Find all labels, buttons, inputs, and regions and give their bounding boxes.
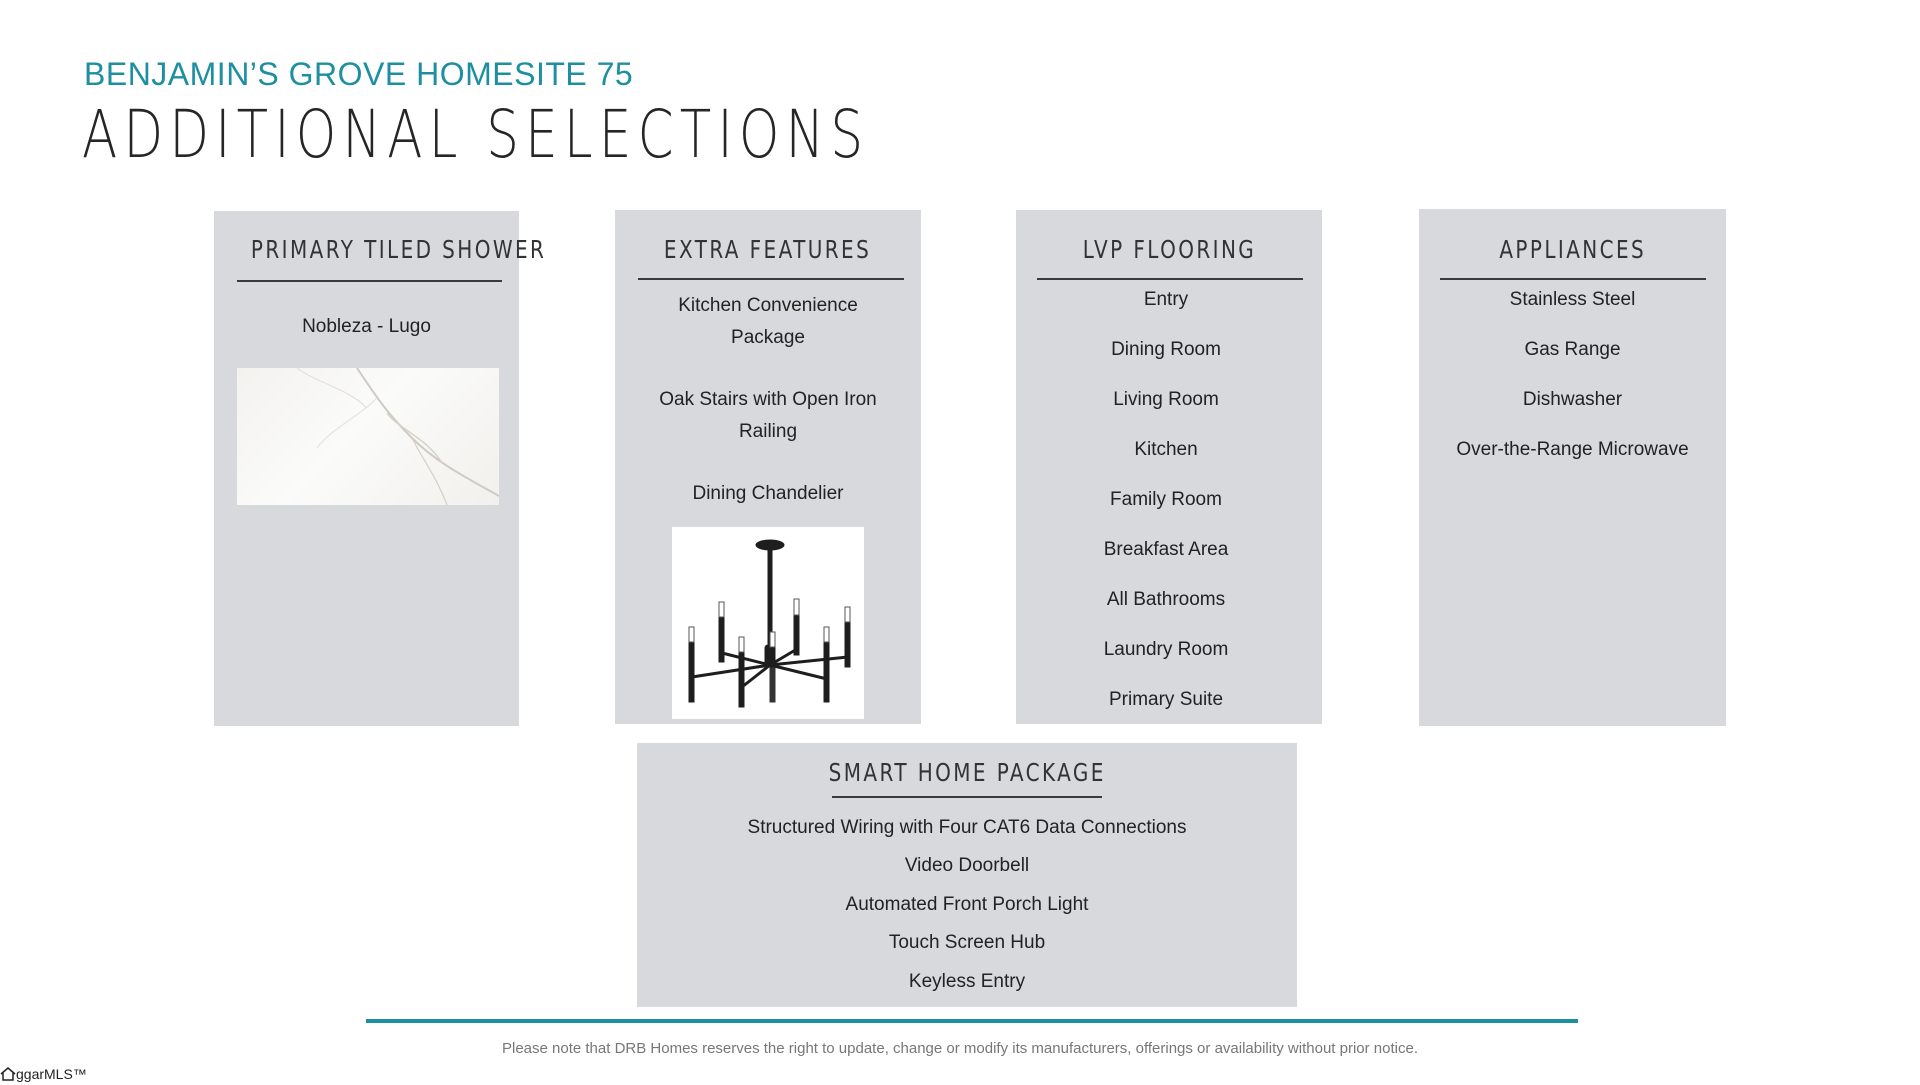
list-item: Package xyxy=(731,327,805,348)
list-item: Primary Suite xyxy=(1108,689,1224,710)
list-item: Nobleza - Lugo xyxy=(302,316,431,337)
card-primary-tiled-shower xyxy=(214,211,547,726)
card-extra-features xyxy=(615,210,921,724)
list-item: Keyless Entry xyxy=(908,971,1026,992)
list-item: Gas Range xyxy=(1524,339,1621,360)
title-divider xyxy=(1440,278,1706,280)
marble-tile-swatch xyxy=(237,368,499,505)
card-lvp-flooring xyxy=(1016,210,1322,724)
title-divider xyxy=(1037,278,1303,280)
mls-logo-text: ggarMLS™ xyxy=(16,1066,87,1083)
page-title: ADDITIONAL SELECTIONS xyxy=(82,96,870,173)
footer-divider xyxy=(366,1019,1578,1023)
house-icon xyxy=(0,1066,16,1085)
list-item: Dining Room xyxy=(1111,339,1221,360)
list-item: Dining Chandelier xyxy=(692,483,844,504)
title-divider xyxy=(638,278,904,280)
list-item: Railing xyxy=(738,421,798,442)
mls-logo xyxy=(0,1066,87,1085)
list-item: Automated Front Porch Light xyxy=(845,894,1089,915)
card-title: EXTRA FEATURES xyxy=(664,235,872,264)
list-item: Living Room xyxy=(1113,389,1219,410)
title-divider xyxy=(237,280,502,282)
list-item: Touch Screen Hub xyxy=(888,932,1046,953)
list-item: Structured Wiring with Four CAT6 Data Connections xyxy=(747,817,1187,838)
chandelier-icon xyxy=(672,527,864,719)
card-title: LVP FLOORING xyxy=(1082,235,1256,264)
list-item: Oak Stairs with Open Iron xyxy=(659,389,877,410)
card-smart-home-package xyxy=(637,743,1297,1007)
chandelier-image xyxy=(672,527,864,719)
list-item: Breakfast Area xyxy=(1103,539,1229,560)
list-item: Over-the-Range Microwave xyxy=(1456,439,1689,460)
card-title: SMART HOME PACKAGE xyxy=(828,758,1106,787)
list-item: Kitchen Convenience xyxy=(678,295,858,316)
list-item: Family Room xyxy=(1110,489,1222,510)
list-item: All Bathrooms xyxy=(1106,589,1226,610)
card-appliances xyxy=(1419,209,1726,726)
card-title: PRIMARY TILED SHOWER xyxy=(250,235,547,264)
list-item: Laundry Room xyxy=(1103,639,1229,660)
page-subtitle: BENJAMIN’S GROVE HOMESITE 75 xyxy=(84,56,634,92)
title-divider xyxy=(832,796,1102,798)
disclaimer-text: Please note that DRB Homes reserves the right to update, change or modify its manufacturers, offerings or availability without prior notice. xyxy=(501,1040,1418,1057)
list-item: Kitchen xyxy=(1134,439,1198,460)
card-title: APPLIANCES xyxy=(1499,235,1646,264)
list-item: Stainless Steel xyxy=(1509,289,1636,310)
list-item: Video Doorbell xyxy=(904,855,1030,876)
list-item: Dishwasher xyxy=(1522,389,1623,410)
list-item: Entry xyxy=(1143,289,1189,310)
